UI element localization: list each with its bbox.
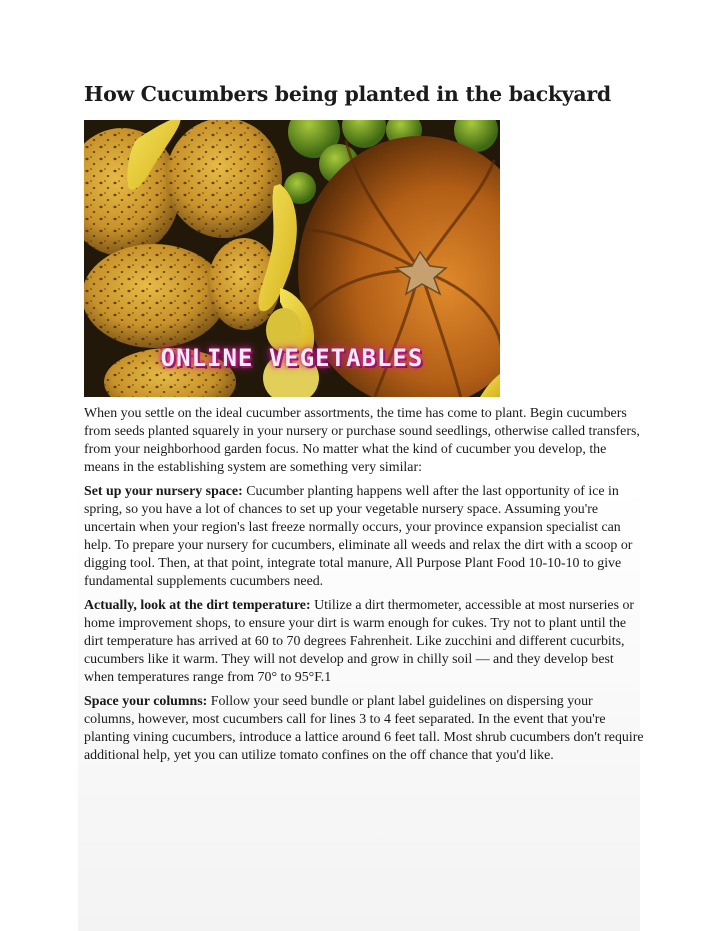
section-paragraph [84, 597, 644, 687]
section-heading: Space your columns: [84, 694, 208, 709]
article-title: How Cucumbers being planted in the backyard [84, 82, 611, 106]
image-watermark-caption: ONLINE VEGETABLES [160, 344, 424, 372]
section-paragraph [84, 483, 644, 591]
section-text: Utilize a dirt thermometer, accessible at most nurseries or home improvement shops, to ensure your dirt is warm enough for cukes. Try not to plant until the dirt temperature has arrived at 60 to 70 degrees Fahrenheit. Like zucchini and different cucurbits, cucumbers like it warm. They will not develop and grow in chilly soil — and they develop best when temperatures range from 70° to 95°F.1 [84, 598, 635, 685]
section-paragraph [84, 693, 644, 765]
vegetables-photo [84, 120, 500, 397]
section-text: Cucumber planting happens well after the last opportunity of ice in spring, so you have a lot of chances to set up your vegetable nursery space. Assuming you're uncertain when your region's last freeze normally occurs, your province expansion specialist can help. To prepare your nursery for cucumbers, eliminate all weeds and relax the dirt with a scoop or digging tool. Then, at that point, integrate total manure, All Purpose Plant Food 10-10-10 to give fundamental supplements cucumbers need. [84, 484, 633, 589]
section-heading: Actually, look at the dirt temperature: [84, 598, 311, 613]
intro-paragraph: When you settle on the ideal cucumber assortments, the time has come to plant. Begin cucumbers from seeds planted squarely in your nursery or purchase sound seedlings, otherwise called transfers, from your neighborhood garden focus. No matter what the kind of cucumber you develop, the means in the establishing system are something very similar: [84, 406, 640, 475]
article-body [84, 405, 644, 771]
section-heading: Set up your nursery space: [84, 484, 243, 499]
section-text: Follow your seed bundle or plant label guidelines on dispersing your columns, however, most cucumbers call for lines 3 to 4 feet separated. In the event that you're planting vining cucumbers, introduce a lattice around 6 feet tall. Most shrub cucumbers don't require additional help, yet you can utilize tomato confines on the off chance that you'd like. [84, 694, 644, 763]
